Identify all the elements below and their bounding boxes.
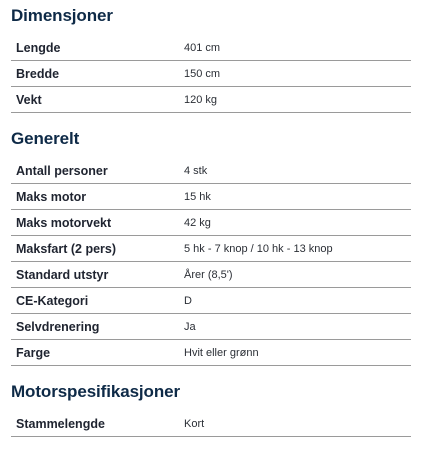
spec-row-bredde bbox=[11, 61, 411, 87]
spec-label: Selvdrenering bbox=[16, 319, 100, 334]
spec-row-antall-personer bbox=[11, 158, 411, 184]
spec-value: 120 kg bbox=[184, 93, 218, 106]
section-title: Dimensjoner bbox=[11, 6, 113, 25]
spec-label: Bredde bbox=[16, 66, 60, 81]
spec-row-maks-motorvekt bbox=[11, 210, 411, 236]
spec-value: Kort bbox=[184, 417, 205, 430]
section-motorspesifikasjoner bbox=[11, 381, 411, 437]
spec-row-maks-motor bbox=[11, 184, 411, 210]
spec-row-ce-kategori bbox=[11, 288, 411, 314]
spec-table bbox=[11, 158, 411, 366]
spec-value: 401 cm bbox=[184, 41, 221, 54]
spec-label: Maks motorvekt bbox=[16, 215, 112, 230]
spec-value: Ja bbox=[184, 320, 196, 333]
spec-label: CE-Kategori bbox=[16, 293, 89, 308]
spec-value: 4 stk bbox=[184, 164, 208, 177]
spec-row-vekt bbox=[11, 87, 411, 113]
spec-value: D bbox=[184, 294, 192, 307]
section-title: Motorspesifikasjoner bbox=[11, 382, 180, 401]
spec-row-lengde bbox=[11, 35, 411, 61]
spec-label: Lengde bbox=[16, 40, 61, 55]
spec-value: Årer (8,5') bbox=[184, 268, 233, 281]
spec-row-selvdrenering bbox=[11, 314, 411, 340]
spec-label: Vekt bbox=[16, 92, 42, 107]
spec-value: 150 cm bbox=[184, 67, 221, 80]
spec-label: Farge bbox=[16, 345, 51, 360]
spec-row-stammelengde bbox=[11, 411, 411, 437]
section-dimensjoner bbox=[11, 5, 411, 113]
spec-label: Stammelengde bbox=[16, 416, 105, 431]
section-title: Generelt bbox=[11, 129, 80, 148]
spec-value: Hvit eller grønn bbox=[184, 346, 259, 359]
spec-row-farge bbox=[11, 340, 411, 366]
section-generelt bbox=[11, 128, 411, 366]
spec-label: Antall personer bbox=[16, 163, 108, 178]
spec-label: Maks motor bbox=[16, 189, 87, 204]
spec-row-maksfart bbox=[11, 236, 411, 262]
spec-row-standard-utstyr bbox=[11, 262, 411, 288]
spec-label: Standard utstyr bbox=[16, 267, 109, 282]
spec-value: 5 hk - 7 knop / 10 hk - 13 knop bbox=[184, 242, 333, 255]
spec-value: 42 kg bbox=[184, 216, 211, 229]
spec-table bbox=[11, 35, 411, 113]
spec-table bbox=[11, 411, 411, 437]
spec-value: 15 hk bbox=[184, 190, 211, 203]
spec-label: Maksfart (2 pers) bbox=[16, 241, 117, 256]
